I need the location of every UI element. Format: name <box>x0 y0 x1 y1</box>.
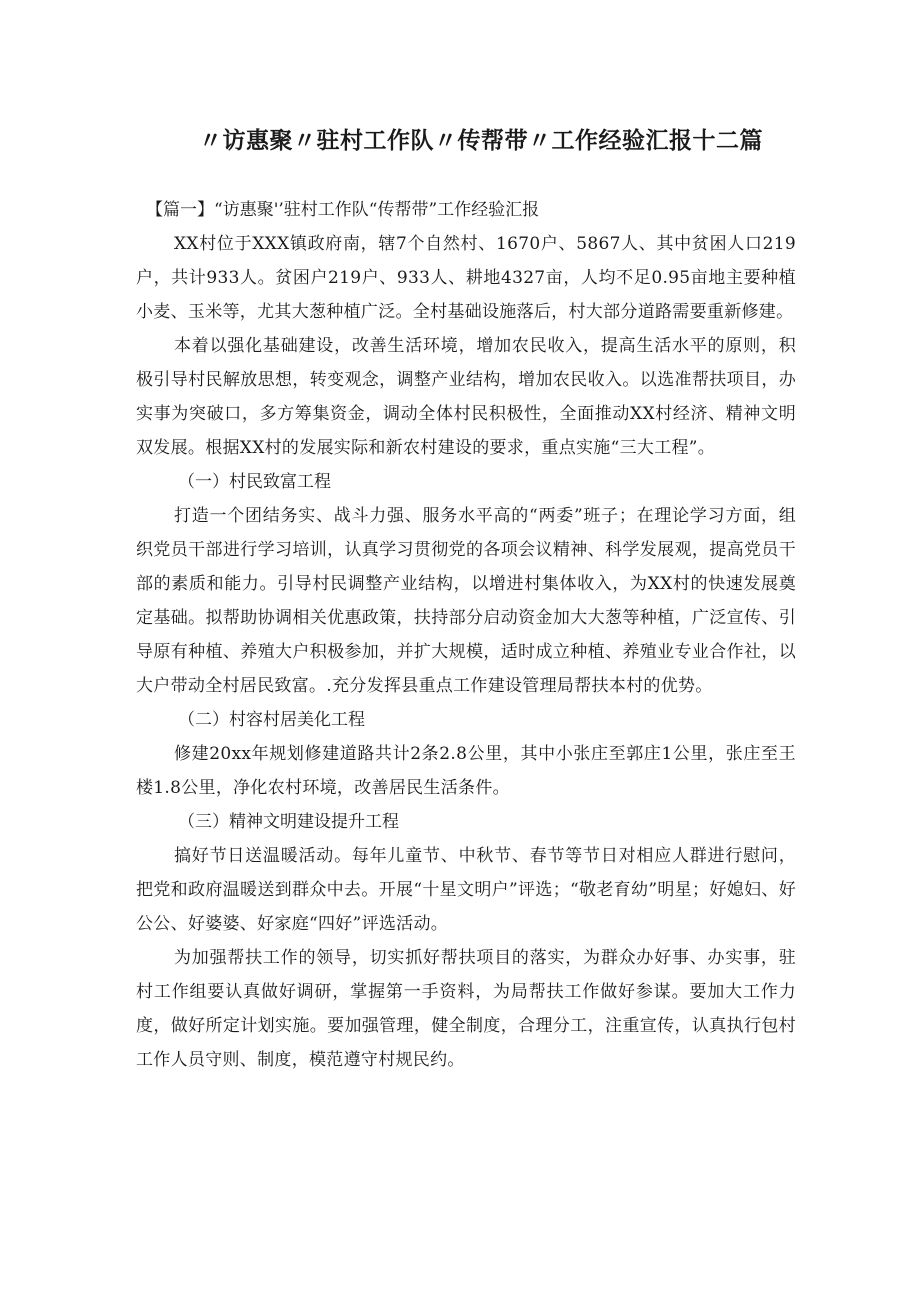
paragraph-civilization: 搞好节日送温暖活动。每年儿童节、中秋节、春节等节日对相应人群进行慰问，把党和政府温暖送到群众中去。开展“十星文明户”评选；“敬老育幼”明星；好媳妇、好公公、好婆婆、好家庭“四好”评选活动。 <box>136 846 796 934</box>
document-title: 〃访惠聚〃驻村工作队〃传帮带〃工作经验汇报十二篇 <box>199 128 763 154</box>
paragraph-principles: 本着以强化基础建设，改善生活环境，增加农民收入，提高生活水平的原则，积极引导村民解放思想，转变观念，调整产业结构，增加农民收入。以选准帮扶项目，办实事为突破口，多方筹集资金，调动全体村民积极性，全面推动XX村经济、精神文明双发展。根据XX村的发展实际和新农村建设的要求，重点实施“三大工程”。 <box>136 336 796 458</box>
paragraph-village-overview: XX村位于XXX镇政府南，辖7个自然村、1670户、5867人、其中贫困人口219户，共计933人。贫困户219户、933人、耕地4327亩，人均不足0.95亩地主要种植小麦、玉米等，尤其大葱种植广泛。全村基础设施落后，村大部分道路需要重新修建。 <box>136 234 796 322</box>
document-page <box>136 122 796 1077</box>
subheading-wealth-project: （一）村民致富工程 <box>178 472 331 492</box>
paragraph-wealth-project: 打造一个团结务实、战斗力强、服务水平高的“两委”班子；在理论学习方面，组织党员干部进行学习培训，认真学习贯彻党的各项会议精神、科学发展观，提高党员干部的素质和能力。引导村民调整产业结构，以增进村集体收入，为XX村的快速发展奠定基础。拟帮助协调相关优惠政策，扶持部分启动资金加大大葱等种植，广泛宣传、引导原有种植、养殖大户积极参加，并扩大规模，适时成立种植、养殖业专业合作社，以大户带动全村居民致富。.充分发挥县重点工作建设管理局帮扶本村的优势。 <box>136 506 796 696</box>
paragraph-closing: 为加强帮扶工作的领导，切实抓好帮扶项目的落实，为群众办好事、办实事，驻村工作组要认真做好调研，掌握第一手资料，为局帮扶工作做好参谋。要加大工作力度，做好所定计划实施。要加强管理，健全制度，合理分工，注重宣传，认真执行包村工作人员守则、制度，模范遵守村规民约。 <box>136 948 796 1070</box>
section-heading: 【篇一】“访惠聚'’驻村工作队“传帮带”工作经验汇报 <box>146 200 540 220</box>
subheading-civilization: （三）精神文明建设提升工程 <box>178 812 399 832</box>
paragraph-village-beautify: 修建20xx年规划修建道路共计2条2.8公里，其中小张庄至郭庄1公里，张庄至王楼1.8公里，净化农村环境，改善居民生活条件。 <box>136 744 796 798</box>
subheading-village-beautify: （二）村容村居美化工程 <box>178 710 365 730</box>
